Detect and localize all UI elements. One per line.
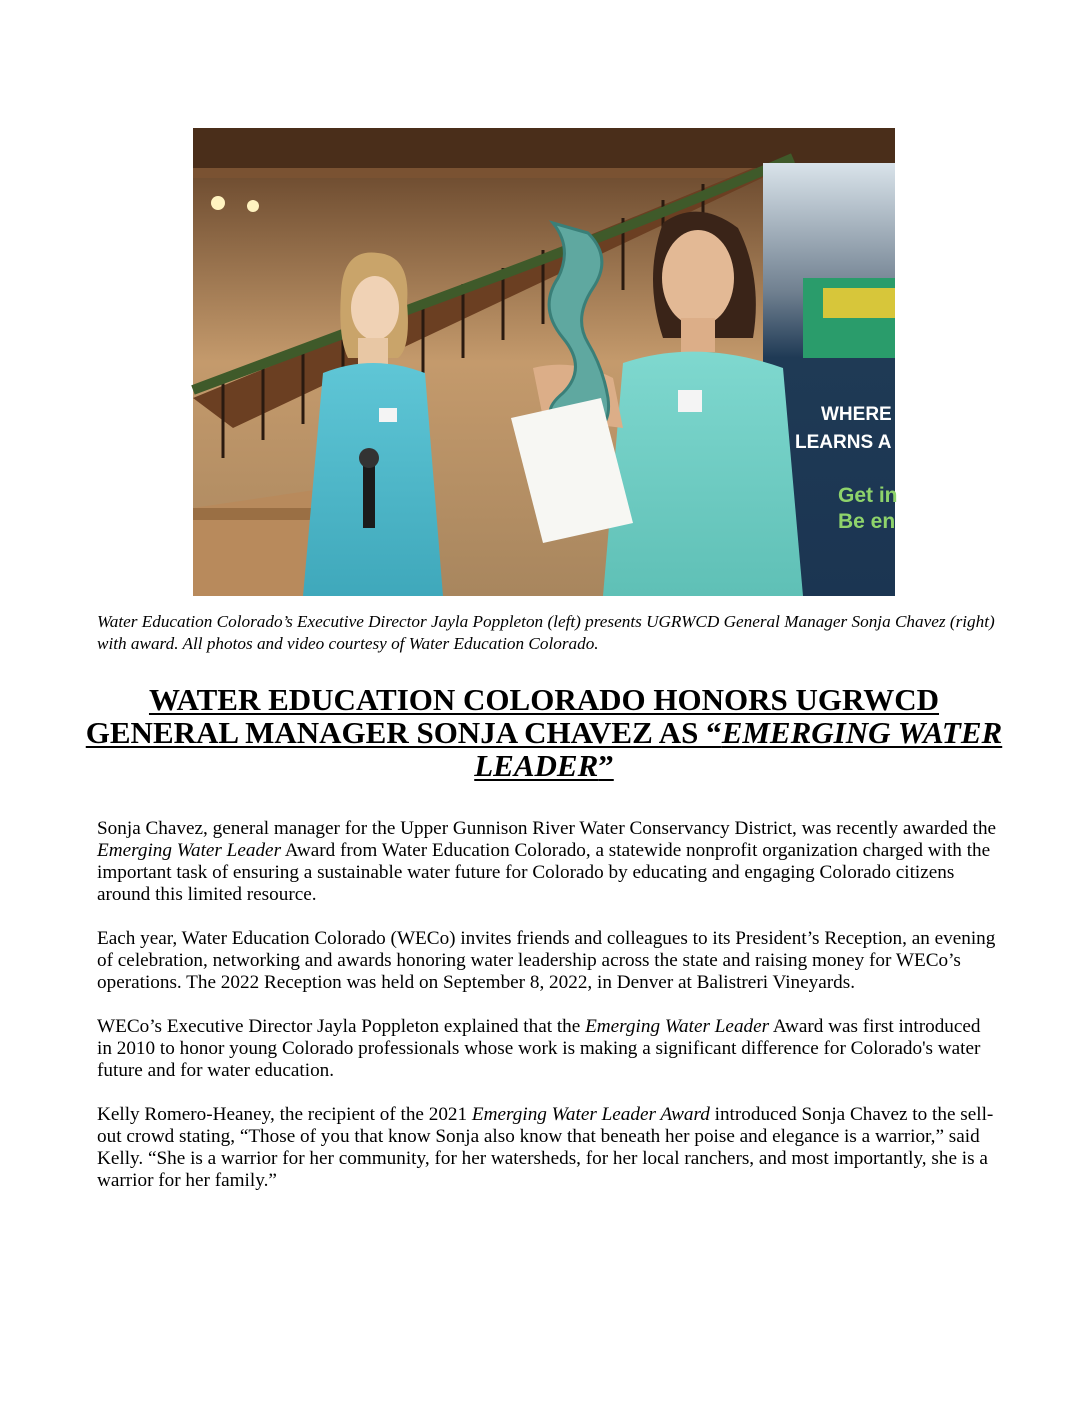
- banner-text-line4: Be en: [838, 510, 896, 533]
- paragraph-4-emphasis: Emerging Water Leader Award: [471, 1104, 710, 1125]
- headline: [80, 683, 1008, 782]
- paragraph-3-text-b: Award was first introduced in 2010 to honor young Colorado professionals whose work is making a significant difference for Colorado's water future and for water education.: [97, 1016, 981, 1081]
- paragraph-3-emphasis: Emerging Water Leader: [585, 1016, 770, 1037]
- headline-part1: WATER EDUCATION COLORADO HONORS UGRWCD GENERAL MANAGER SONJA CHAVEZ AS “: [85, 682, 940, 750]
- paragraph-4: [97, 1104, 997, 1192]
- paragraph-1-text-b: Award from Water Education Colorado, a statewide nonprofit organization charged with the important task of ensuring a sustainable water future for Colorado by educating and engaging Colorado citizens around this limited resource.: [97, 840, 991, 905]
- article-body: [97, 818, 997, 1214]
- photo-caption: Water Education Colorado’s Executive Director Jayla Poppleton (left) presents UGRWCD General Manager Sonja Chavez (right) with award. All photos and video courtesy of Water Education Colorado.: [97, 612, 995, 653]
- paragraph-4-text-a: Kelly Romero-Heaney, the recipient of the 2021: [97, 1104, 472, 1125]
- paragraph-3: [97, 1016, 997, 1082]
- paragraph-3-text-a: WECo’s Executive Director Jayla Poppleton explained that the: [97, 1016, 586, 1037]
- paragraph-2: [97, 928, 997, 994]
- paragraph-1-text-a: Sonja Chavez, general manager for the Upper Gunnison River Water Conservancy District, was recently awarded the: [97, 818, 997, 839]
- headline-part2: ”: [598, 748, 614, 783]
- paragraph-4-text-b: introduced Sonja Chavez to the sell-out crowd stating, “Those of you that know Sonja also know that beneath her poise and elegance is a warrior,” said Kelly. “She is a warrior for her community, for her watersheds, for her local ranchers, and most importantly, she is a warrior for her family.”: [97, 1104, 994, 1191]
- banner-text-line2: LEARNS A: [795, 432, 892, 453]
- banner-text-line3: Get in: [838, 484, 898, 507]
- banner-text-line1: WHERE C: [821, 404, 911, 425]
- award-photo: [193, 128, 911, 596]
- paragraph-2-text-a: Each year, Water Education Colorado (WECo) invites friends and colleagues to its President’s Reception, an evening of celebration, networking and awards honoring water leadership across the state and raising money for WECo’s operations. The 2022 Reception was held on September 8, 2022, in Denver at Balistreri Vineyards.: [97, 928, 996, 993]
- paragraph-1-emphasis: Emerging Water Leader: [97, 840, 282, 861]
- headline-emphasis: EMERGING WATER LEADER: [474, 715, 1003, 783]
- paragraph-1: [97, 818, 997, 906]
- award-photo-illustration: [193, 128, 911, 596]
